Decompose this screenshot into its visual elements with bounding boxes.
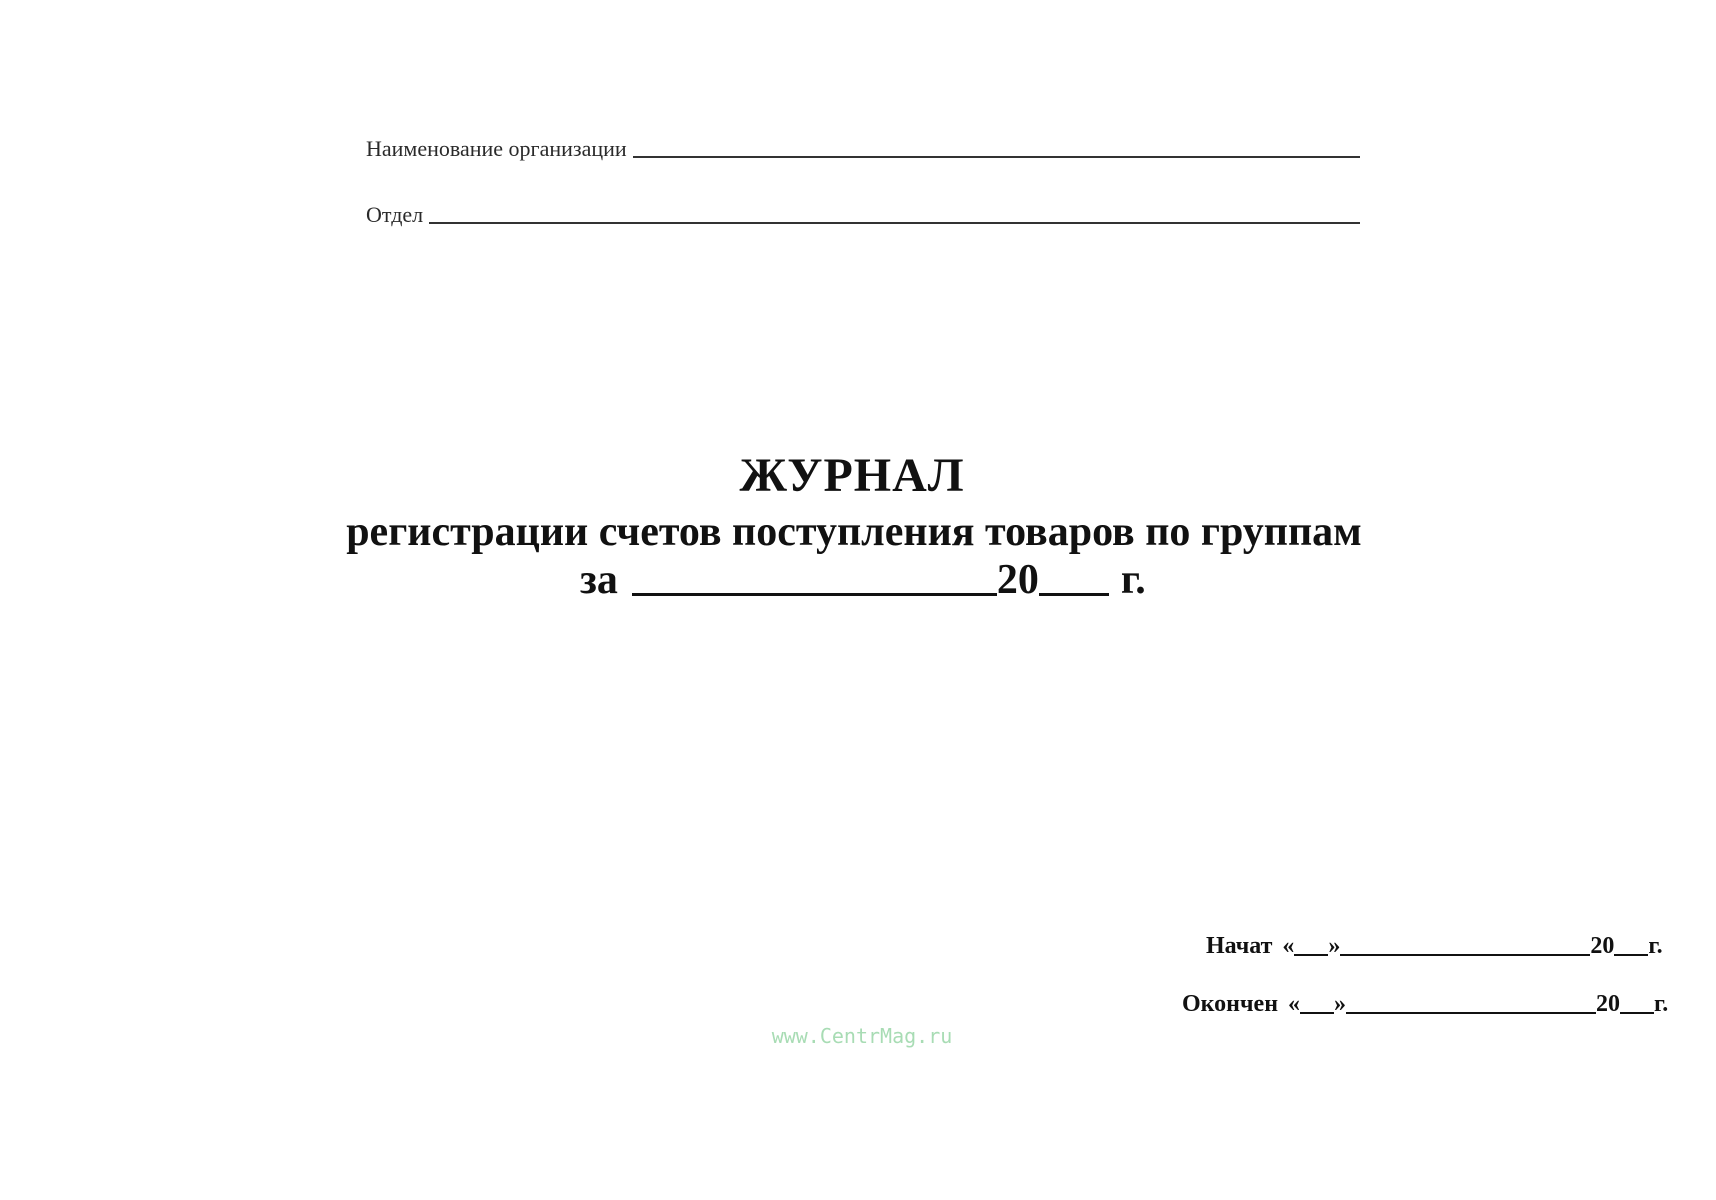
organization-name-field bbox=[366, 138, 1360, 160]
started-date-field bbox=[1206, 934, 1663, 958]
journal-period-line bbox=[580, 556, 1146, 604]
finished-open-quote: « bbox=[1288, 991, 1301, 1017]
department-label: Отдел bbox=[366, 202, 424, 227]
period-blank-line bbox=[632, 593, 997, 596]
started-month-blank bbox=[1340, 954, 1590, 956]
started-year-prefix: 20 bbox=[1590, 933, 1615, 959]
finished-year-prefix: 20 bbox=[1596, 991, 1621, 1017]
period-year-prefix: 20 bbox=[996, 557, 1039, 603]
organization-name-blank-line bbox=[633, 156, 1360, 158]
department-field bbox=[366, 204, 1360, 226]
finished-month-blank bbox=[1346, 1012, 1596, 1014]
period-year-blank bbox=[1039, 593, 1109, 596]
started-year-suffix: г. bbox=[1648, 933, 1663, 959]
finished-label: Окончен bbox=[1182, 991, 1279, 1017]
watermark-text: www.CentrMag.ru bbox=[771, 1024, 953, 1048]
started-close-quote: » bbox=[1328, 933, 1341, 959]
journal-subtitle: регистрации счетов поступления товаров по группам bbox=[346, 509, 1362, 555]
journal-title: ЖУРНАЛ bbox=[739, 449, 965, 502]
finished-date-field bbox=[1182, 992, 1668, 1016]
finished-close-quote: » bbox=[1334, 991, 1347, 1017]
period-year-suffix: г. bbox=[1120, 557, 1146, 603]
started-open-quote: « bbox=[1282, 933, 1295, 959]
finished-day-blank bbox=[1300, 1012, 1334, 1014]
finished-year-blank bbox=[1620, 1012, 1654, 1014]
finished-year-suffix: г. bbox=[1654, 991, 1669, 1017]
department-blank-line bbox=[429, 222, 1360, 224]
started-year-blank bbox=[1614, 954, 1648, 956]
started-label: Начат bbox=[1206, 933, 1273, 959]
started-day-blank bbox=[1294, 954, 1328, 956]
period-prefix: за bbox=[580, 557, 618, 603]
organization-name-label: Наименование организации bbox=[366, 136, 627, 161]
